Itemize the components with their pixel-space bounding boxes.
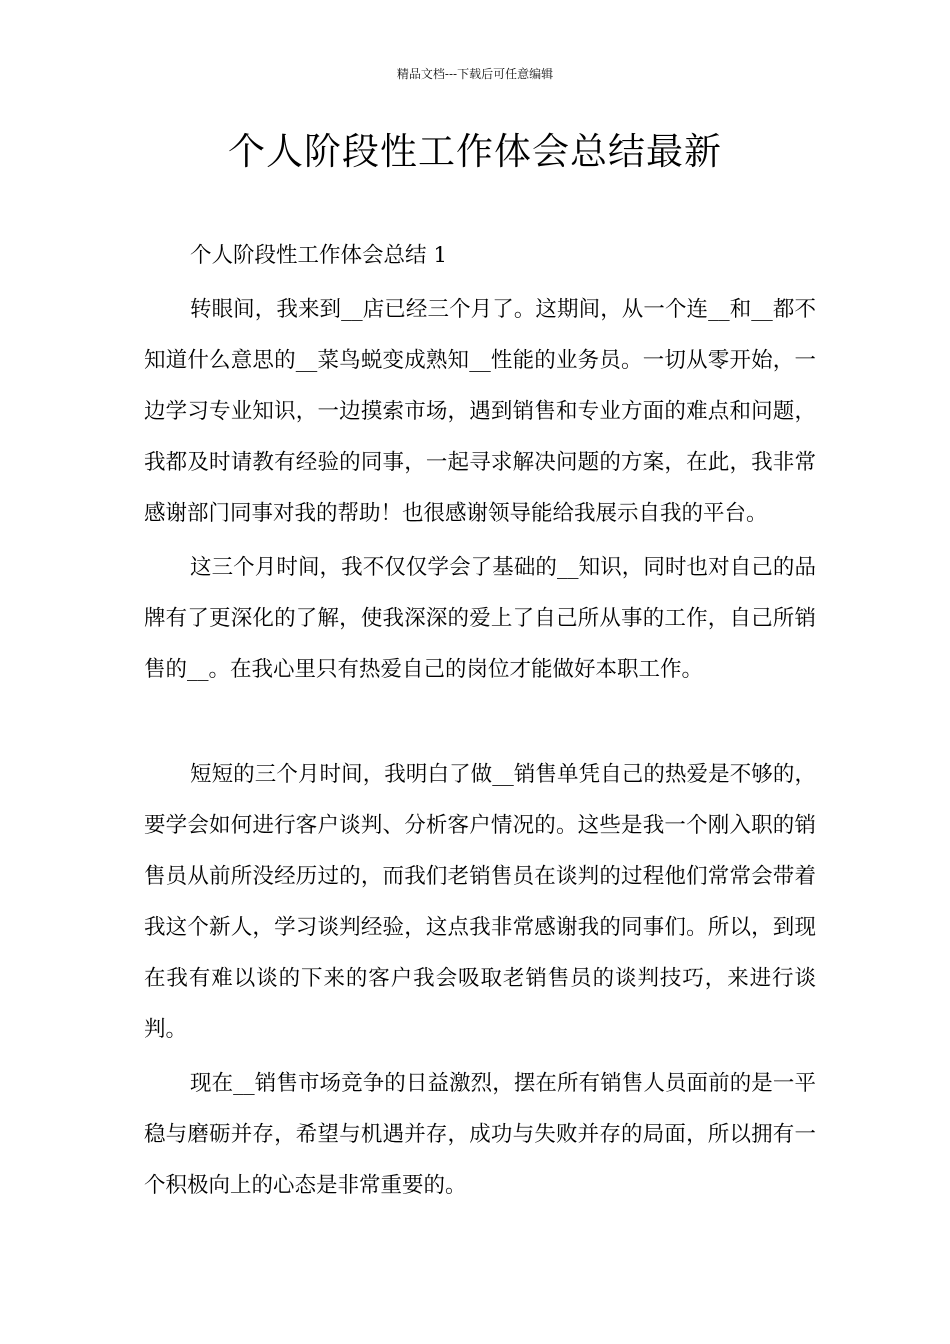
blank-line <box>144 698 816 749</box>
document-body <box>144 230 816 1214</box>
header-note: 精品文档---下载后可任意编辑 <box>396 67 554 81</box>
paragraph-2: 这三个月时间，我不仅仅学会了基础的__知识，同时也对自己的品牌有了更深化的了解，使我深深的爱上了自己所从事的工作，自己所销售的__。在我心里只有热爱自己的岗位才能做好本职工作。 <box>144 555 816 682</box>
paragraph-1: 转眼间，我来到__店已经三个月了。这期间，从一个连__和__都不知道什么意思的__菜鸟蜕变成熟知__性能的业务员。一切从零开始，一边学习专业知识，一边摸索市场，遇到销售和专业方面的难点和问题，我都及时请教有经验的同事，一起寻求解决问题的方案，在此，我非常感谢部门同事对我的帮助！也很感谢领导能给我展示自我的平台。 <box>144 297 816 526</box>
section-heading: 个人阶段性工作体会总结 1 <box>190 243 448 268</box>
document-title: 个人阶段性工作体会总结最新 <box>228 130 722 173</box>
paragraph-4: 现在__销售市场竞争的日益激烈，摆在所有销售人员面前的是一平稳与磨砺并存，希望与机遇并存，成功与失败并存的局面，所以拥有一个积极向上的心态是非常重要的。 <box>144 1071 816 1198</box>
paragraph-3: 短短的三个月时间，我明白了做__销售单凭自己的热爱是不够的，要学会如何进行客户谈判、分析客户情况的。这些是我一个刚入职的销售员从前所没经历过的，而我们老销售员在谈判的过程他们常常会带着我这个新人，学习谈判经验，这点我非常感谢我的同事们。所以，到现在我有难以谈的下来的客户我会吸取老销售员的谈判技巧，来进行谈判。 <box>144 762 816 1042</box>
